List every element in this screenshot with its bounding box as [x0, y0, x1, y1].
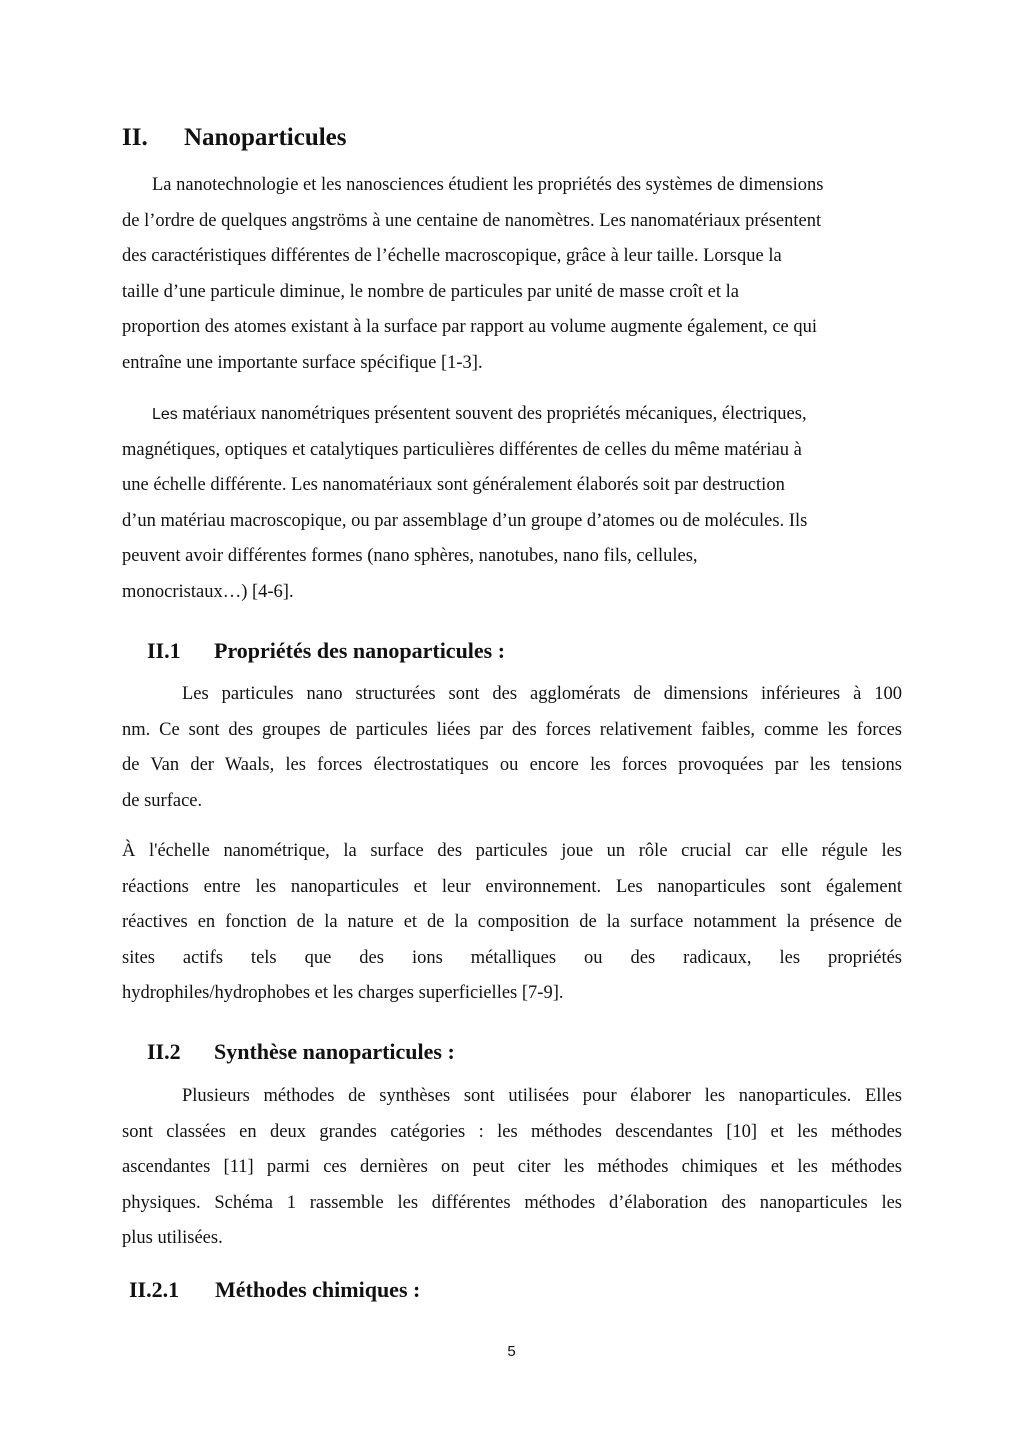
paragraph-line: sites actifs tels que des ions métalliques ou des radicaux, les propriétés: [122, 947, 902, 968]
paragraph-line: une échelle différente. Les nanomatériaux sont généralement élaborés soit par destruction: [122, 475, 785, 496]
paragraph-line-rest: matériaux nanométriques présentent souvent des propriétés mécaniques, électriques,: [177, 404, 807, 424]
properties-paragraph-2: [122, 834, 902, 1012]
paragraph-line: plus utilisées.: [122, 1228, 223, 1249]
subsection-number: II.1: [147, 638, 181, 663]
paragraph-line: proportion des atomes existant à la surface par rapport au volume augmente également, ce qui: [122, 317, 818, 338]
paragraph-line: Plusieurs méthodes de synthèses sont utilisées pour élaborer les nanoparticules. Elles: [182, 1086, 902, 1106]
paragraph-line: nm. Ce sont des groupes de particules liées par des forces relativement faibles, comme les forces: [122, 719, 902, 740]
section-title: Nanoparticules: [184, 124, 347, 151]
section-number: II.: [122, 124, 148, 151]
synthesis-paragraph: [122, 1079, 902, 1257]
paragraph-line: À l'échelle nanométrique, la surface des particules joue un rôle crucial car elle régule les: [122, 841, 902, 861]
paragraph-line: magnétiques, optiques et catalytiques particulières différentes de celles du même matériau à: [122, 439, 802, 460]
subsection-heading-chemical-methods: [129, 1275, 420, 1305]
subsection-title: Synthèse nanoparticules :: [214, 1039, 455, 1064]
paragraph-line: réactives en fonction de la nature et de la composition de la surface notamment la présence de: [122, 912, 902, 933]
subsection-number: II.2.1: [129, 1277, 180, 1302]
paragraph-line: taille d’une particule diminue, le nombre de particules par unité de masse croît et la: [122, 281, 739, 302]
paragraph-line: La nanotechnologie et les nanosciences étudient les propriétés des systèmes de dimensions: [152, 175, 824, 195]
section-heading: [122, 122, 347, 154]
subsection-heading-synthesis: [147, 1037, 455, 1067]
properties-paragraph-1: [122, 677, 902, 819]
paragraph-line: sont classées en deux grandes catégories : les méthodes descendantes [10] et les méthodes: [122, 1121, 902, 1142]
paragraph-line: [122, 397, 902, 433]
paragraph-line: des caractéristiques différentes de l’échelle macroscopique, grâce à leur taille. Lorsque la: [122, 246, 782, 267]
paragraph-line: hydrophiles/hydrophobes et les charges superficielles [7-9].: [122, 983, 564, 1004]
subsection-heading-properties: [147, 636, 505, 666]
paragraph-line: physiques. Schéma 1 rassemble les différentes méthodes d’élaboration des nanoparticules les: [122, 1192, 902, 1213]
paragraph-line: de surface.: [122, 790, 203, 811]
materials-paragraph: [122, 397, 902, 611]
paragraph-line: réactions entre les nanoparticules et leur environnement. Les nanoparticules sont également: [122, 876, 902, 897]
subsection-title: Propriétés des nanoparticules :: [214, 638, 506, 663]
intro-paragraph: [122, 168, 902, 382]
page-number: 5: [507, 1343, 516, 1360]
paragraph-line: peuvent avoir différentes formes (nano sphères, nanotubes, nano fils, cellules,: [122, 546, 698, 567]
subsection-title: Méthodes chimiques :: [215, 1277, 421, 1302]
paragraph-first-word: Les: [152, 406, 178, 423]
paragraph-line: de Van der Waals, les forces électrostatiques ou encore les forces provoquées par les tensions: [122, 755, 902, 776]
paragraph-line: monocristaux…) [4-6].: [122, 581, 294, 602]
paragraph-line: d’un matériau macroscopique, ou par assemblage d’un groupe d’atomes ou de molécules. Ils: [122, 510, 808, 531]
paragraph-line: entraîne une importante surface spécifique [1-3].: [122, 352, 483, 373]
subsection-number: II.2: [147, 1039, 181, 1064]
paragraph-line: ascendantes [11] parmi ces dernières on peut citer les méthodes chimiques et les méthodes: [122, 1157, 902, 1178]
paragraph-line: Les particules nano structurées sont des agglomérats de dimensions inférieures à 100: [182, 684, 902, 704]
paragraph-line: de l’ordre de quelques angströms à une centaine de nanomètres. Les nanomatériaux présentent: [122, 210, 822, 231]
